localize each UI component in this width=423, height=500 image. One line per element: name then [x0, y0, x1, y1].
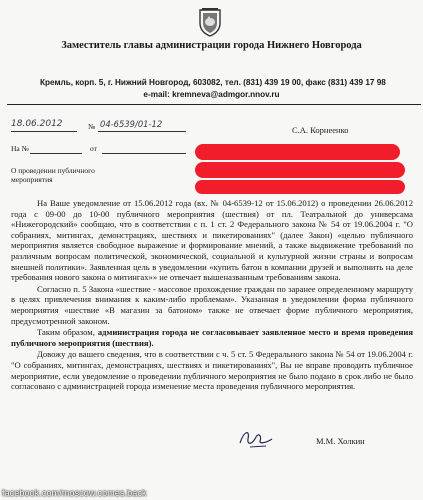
redaction-bar — [195, 180, 405, 194]
redaction-bar — [195, 162, 405, 178]
body-paragraph — [11, 327, 413, 348]
reference-number-line — [30, 153, 82, 154]
body-paragraph: Довожу до вашего сведения, что в соответствии с ч. 5 ст. 5 Федерального закона № 54 от 19.06.2004 г. "О собраниях, митингах, демонстрациях, шествиях и пикетированиях", Вы не вправе проводить публичное мероприятие, если уведомление о проведении публичного мероприятия не было подано в срок либо не было согласовано с администрацией города изменение места проведения публичного мероприятия. — [11, 349, 413, 392]
registration-number-prefix: № — [88, 122, 96, 131]
signer-name: М.М. Холкин — [316, 436, 365, 446]
letterhead-title: Заместитель главы администрации города Нижнего Новгорода — [61, 40, 362, 51]
body-text-bold: администрация города не согласовывает заявленное место и время проведения публичного мероприятия (шествия). — [11, 327, 413, 348]
letterhead-email: e-mail: kremneva@admgor.nnov.ru — [143, 90, 280, 99]
body-paragraph: На Ваше уведомление от 15.06.2012 года (вх. № 04-6539-12 от 15.06.2012) о проведении 26.06.2012 года с 09-00 до 10-00 публичного мероприятия (шествия) от пл. Театральной до универсама «Нижегородский» сообщаю, что в соответствии с п. 1 ст. 2 Федерального закона № 54 от 19.06.2004 г. "О собраниях, митингах, демонстрациях, шествиях и пикетированиях" (далее Закон) «целью публичного мероприятия является свободное выражение и формирование мнений, а также выдвижение требований по различным вопросам политической, экономической, социальной и культурной жизни страны и вопросам внешней политики». Заявленная цель в уведомлении «купить батон в компании друзей и выполнить на деле требования нового закона о митингах»» не отвечает вышеназванным требованиям закона. — [11, 198, 413, 283]
letter-subject: О проведении публичного мероприятия — [11, 166, 95, 184]
signature-icon — [236, 425, 276, 451]
reference-date-line — [102, 153, 186, 154]
watermark: facebook.com/moscow.comes.back — [2, 488, 147, 498]
addressee-name: С.А. Корнеенко — [292, 125, 349, 135]
letterhead-divider — [7, 104, 421, 105]
reference-date-label: от — [90, 144, 97, 153]
letter-body — [11, 198, 413, 393]
letterhead-address: Кремль, корп. 5, г. Нижний Новгород, 603082, тел. (831) 439 19 00, факс (831) 439 17 98 — [40, 78, 386, 87]
body-text-normal: Таким образом, — [37, 327, 98, 338]
reference-number-label: На № — [11, 144, 29, 153]
registration-date: 18.06.2012 — [11, 119, 63, 129]
body-paragraph: Согласно п. 5 Закона «шествие - массовое прохождение граждан по заранее определенному маршруту в целях привлечения внимания к каким-либо проблемам». Указанная в уведомлении форма публичного мероприятия «шествие «В магазин за батоном» также не отвечает форме публичного мероприятия, предусмотренной законом. — [11, 283, 413, 326]
registration-date-line — [11, 131, 77, 132]
redaction-bar — [195, 144, 400, 160]
coat-of-arms-icon — [198, 8, 222, 37]
registration-number: 04-6539/01-12 — [100, 119, 163, 129]
registration-number-line — [98, 131, 186, 132]
